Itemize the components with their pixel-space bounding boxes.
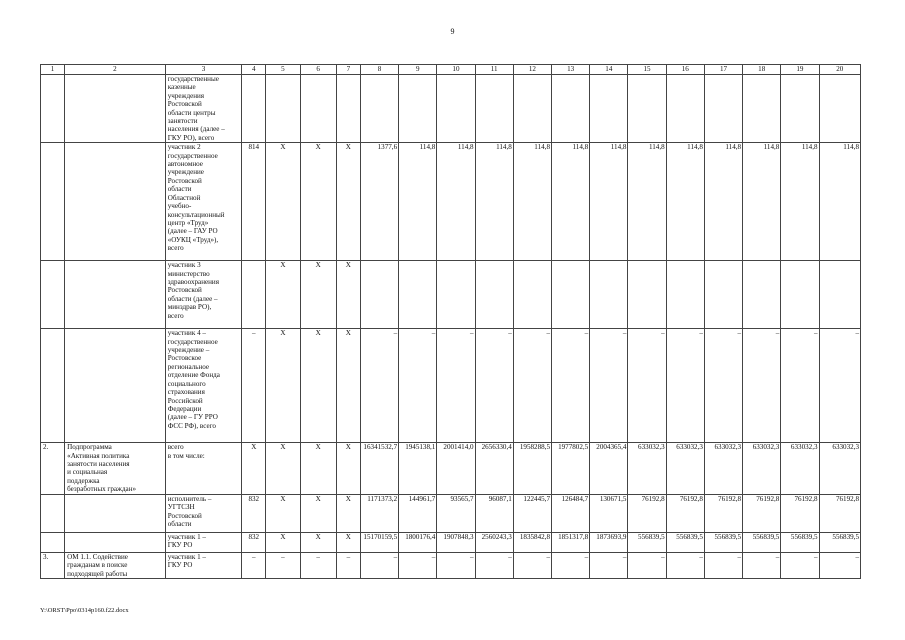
page-number: 9	[450, 27, 455, 36]
value-cell	[399, 261, 437, 329]
value-cell: X	[266, 143, 300, 261]
value-cell	[242, 75, 266, 143]
value-cell	[666, 75, 704, 143]
program-name-cell	[65, 75, 166, 143]
value-cell: –	[399, 329, 437, 443]
value-cell: 2004365,4	[590, 443, 628, 494]
participant-cell: участник 1 – ГКУ РО	[165, 532, 241, 552]
value-cell: 15170159,5	[360, 532, 398, 552]
value-cell: 1958288,5	[513, 443, 551, 494]
program-name-cell	[65, 329, 166, 443]
file-path-footer: Y:\ORST\Ppo\0314p160.f22.docx	[40, 607, 129, 614]
value-cell: –	[628, 552, 666, 578]
value-cell: –	[743, 552, 781, 578]
row-number-cell	[41, 261, 65, 329]
column-number: 3	[165, 65, 241, 75]
value-cell	[360, 75, 398, 143]
value-cell: X	[300, 443, 336, 494]
table-row	[41, 532, 861, 552]
value-cell: 16341532,7	[360, 443, 398, 494]
column-number: 5	[266, 65, 300, 75]
value-cell	[819, 261, 860, 329]
row-number-cell	[41, 532, 65, 552]
value-cell: 76192,8	[819, 494, 860, 532]
column-number: 1	[41, 65, 65, 75]
value-cell: 114,8	[819, 143, 860, 261]
value-cell: –	[743, 329, 781, 443]
value-cell	[704, 75, 742, 143]
value-cell	[513, 261, 551, 329]
value-cell: 1945138,1	[399, 443, 437, 494]
value-cell: 126484,7	[552, 494, 590, 532]
value-cell	[475, 75, 513, 143]
value-cell: –	[666, 329, 704, 443]
column-number: 6	[300, 65, 336, 75]
value-cell	[628, 75, 666, 143]
value-cell	[437, 75, 475, 143]
value-cell: –	[819, 329, 860, 443]
value-cell: 144961,7	[399, 494, 437, 532]
value-cell: 556839,5	[819, 532, 860, 552]
table-row	[41, 261, 861, 329]
value-cell: 96087,1	[475, 494, 513, 532]
table-row	[41, 494, 861, 532]
participant-cell: участник 1 – ГКУ РО	[165, 552, 241, 578]
value-cell: X	[336, 494, 360, 532]
value-cell: 114,8	[781, 143, 819, 261]
value-cell: X	[300, 494, 336, 532]
value-cell	[552, 75, 590, 143]
program-name-cell: Подпрограмма «Активная политика занятости населения и социальная поддержка безработных граждан»	[65, 443, 166, 494]
value-cell: X	[336, 443, 360, 494]
table-row	[41, 443, 861, 494]
value-cell: 633032,3	[628, 443, 666, 494]
value-cell: 93565,7	[437, 494, 475, 532]
column-number: 15	[628, 65, 666, 75]
participant-cell: всего в том числе:	[165, 443, 241, 494]
value-cell	[743, 75, 781, 143]
value-cell: –	[590, 552, 628, 578]
budget-table	[40, 64, 861, 579]
value-cell: 114,8	[552, 143, 590, 261]
value-cell: 130671,5	[590, 494, 628, 532]
column-number: 10	[437, 65, 475, 75]
value-cell: X	[336, 532, 360, 552]
row-number-cell	[41, 494, 65, 532]
value-cell: –	[399, 552, 437, 578]
value-cell: X	[300, 143, 336, 261]
column-number: 13	[552, 65, 590, 75]
row-number-cell: 3.	[41, 552, 65, 578]
value-cell	[475, 261, 513, 329]
column-number: 20	[819, 65, 860, 75]
value-cell	[242, 261, 266, 329]
value-cell	[666, 261, 704, 329]
value-cell: 633032,3	[704, 443, 742, 494]
value-cell: X	[336, 329, 360, 443]
value-cell	[513, 75, 551, 143]
table-row	[41, 75, 861, 143]
value-cell: 2656330,4	[475, 443, 513, 494]
value-cell	[590, 261, 628, 329]
value-cell: –	[300, 552, 336, 578]
value-cell: –	[552, 329, 590, 443]
value-cell: 76192,8	[743, 494, 781, 532]
value-cell: 114,8	[666, 143, 704, 261]
value-cell: 1873693,9	[590, 532, 628, 552]
value-cell: X	[336, 261, 360, 329]
value-cell: –	[704, 552, 742, 578]
value-cell: 633032,3	[819, 443, 860, 494]
value-cell: 1851317,8	[552, 532, 590, 552]
participant-cell: участник 4 – государственное учреждение – Ростовское региональное отделение Фонда социального страхования Российской Федерации (далее – ГУ РРО ФСС РФ), всего	[165, 329, 241, 443]
table-row	[41, 143, 861, 261]
value-cell: 633032,3	[743, 443, 781, 494]
value-cell: –	[781, 329, 819, 443]
value-cell: 2001414,0	[437, 443, 475, 494]
value-cell: X	[242, 443, 266, 494]
value-cell: 114,8	[513, 143, 551, 261]
value-cell	[781, 261, 819, 329]
value-cell: –	[781, 552, 819, 578]
value-cell: –	[666, 552, 704, 578]
value-cell: 633032,3	[781, 443, 819, 494]
table-row	[41, 329, 861, 443]
column-number: 2	[65, 65, 166, 75]
row-number-cell	[41, 143, 65, 261]
value-cell: 633032,3	[666, 443, 704, 494]
value-cell: –	[336, 552, 360, 578]
participant-cell: исполнитель – УГТСЗН Ростовской области	[165, 494, 241, 532]
column-number: 4	[242, 65, 266, 75]
program-name-cell	[65, 494, 166, 532]
value-cell	[300, 75, 336, 143]
value-cell	[360, 261, 398, 329]
value-cell: –	[552, 552, 590, 578]
value-cell	[743, 261, 781, 329]
row-number-cell	[41, 329, 65, 443]
value-cell	[704, 261, 742, 329]
column-number: 19	[781, 65, 819, 75]
value-cell: –	[360, 329, 398, 443]
program-name-cell	[65, 261, 166, 329]
value-cell	[266, 75, 300, 143]
value-cell: –	[437, 329, 475, 443]
value-cell: 114,8	[704, 143, 742, 261]
value-cell: 814	[242, 143, 266, 261]
value-cell: 1377,6	[360, 143, 398, 261]
value-cell: X	[266, 261, 300, 329]
value-cell	[590, 75, 628, 143]
value-cell: 76192,8	[781, 494, 819, 532]
value-cell: 1907848,3	[437, 532, 475, 552]
value-cell: X	[266, 443, 300, 494]
value-cell: –	[360, 552, 398, 578]
value-cell: 556839,5	[781, 532, 819, 552]
value-cell: 114,8	[437, 143, 475, 261]
value-cell: –	[242, 552, 266, 578]
program-name-cell	[65, 143, 166, 261]
value-cell: 2560243,3	[475, 532, 513, 552]
participant-cell: участник 2 государственное автономное учреждение Ростовской области Областной учебно- консультационный центр «Труд» (далее – ГАУ РО «ОУКЦ «Труд»), всего	[165, 143, 241, 261]
program-name-cell	[65, 532, 166, 552]
value-cell: –	[819, 552, 860, 578]
value-cell: –	[475, 329, 513, 443]
table-row	[41, 552, 861, 578]
column-number: 17	[704, 65, 742, 75]
value-cell	[628, 261, 666, 329]
value-cell	[819, 75, 860, 143]
value-cell: 556839,5	[628, 532, 666, 552]
value-cell	[552, 261, 590, 329]
value-cell: –	[475, 552, 513, 578]
column-number: 12	[513, 65, 551, 75]
value-cell: 556839,5	[666, 532, 704, 552]
value-cell: 1835842,8	[513, 532, 551, 552]
column-number: 11	[475, 65, 513, 75]
value-cell: –	[513, 552, 551, 578]
value-cell: 76192,8	[628, 494, 666, 532]
value-cell: X	[336, 143, 360, 261]
value-cell: 832	[242, 494, 266, 532]
column-number: 14	[590, 65, 628, 75]
column-number: 9	[399, 65, 437, 75]
value-cell: 832	[242, 532, 266, 552]
program-name-cell: ОМ 1.1. Содействие гражданам в поиске подходящей работы	[65, 552, 166, 578]
value-cell: 114,8	[399, 143, 437, 261]
value-cell: 1171373,2	[360, 494, 398, 532]
value-cell: 556839,5	[704, 532, 742, 552]
value-cell: X	[266, 494, 300, 532]
value-cell: X	[266, 532, 300, 552]
value-cell: –	[266, 552, 300, 578]
value-cell: 114,8	[590, 143, 628, 261]
value-cell: –	[513, 329, 551, 443]
value-cell: X	[300, 532, 336, 552]
row-number-cell: 2.	[41, 443, 65, 494]
value-cell: 76192,8	[666, 494, 704, 532]
value-cell	[399, 75, 437, 143]
participant-cell: государственные казенные учреждения Ростовской области центры занятости населения (далее – ГКУ РО), всего	[165, 75, 241, 143]
value-cell: 114,8	[628, 143, 666, 261]
value-cell: 1800176,4	[399, 532, 437, 552]
row-number-cell	[41, 75, 65, 143]
column-number: 16	[666, 65, 704, 75]
value-cell	[336, 75, 360, 143]
value-cell: 114,8	[475, 143, 513, 261]
value-cell: –	[628, 329, 666, 443]
value-cell: 76192,8	[704, 494, 742, 532]
value-cell: X	[300, 329, 336, 443]
value-cell: –	[242, 329, 266, 443]
value-cell: 114,8	[743, 143, 781, 261]
column-number: 8	[360, 65, 398, 75]
value-cell	[437, 261, 475, 329]
participant-cell: участник 3 министерство здравоохранения Ростовской области (далее – минздрав РО), всего	[165, 261, 241, 329]
value-cell: –	[437, 552, 475, 578]
value-cell: X	[300, 261, 336, 329]
column-number: 7	[336, 65, 360, 75]
value-cell: 1977802,5	[552, 443, 590, 494]
value-cell: –	[590, 329, 628, 443]
column-number-row	[41, 65, 861, 75]
value-cell	[781, 75, 819, 143]
value-cell: –	[704, 329, 742, 443]
column-number: 18	[743, 65, 781, 75]
value-cell: 556839,5	[743, 532, 781, 552]
value-cell: 122445,7	[513, 494, 551, 532]
value-cell: X	[266, 329, 300, 443]
